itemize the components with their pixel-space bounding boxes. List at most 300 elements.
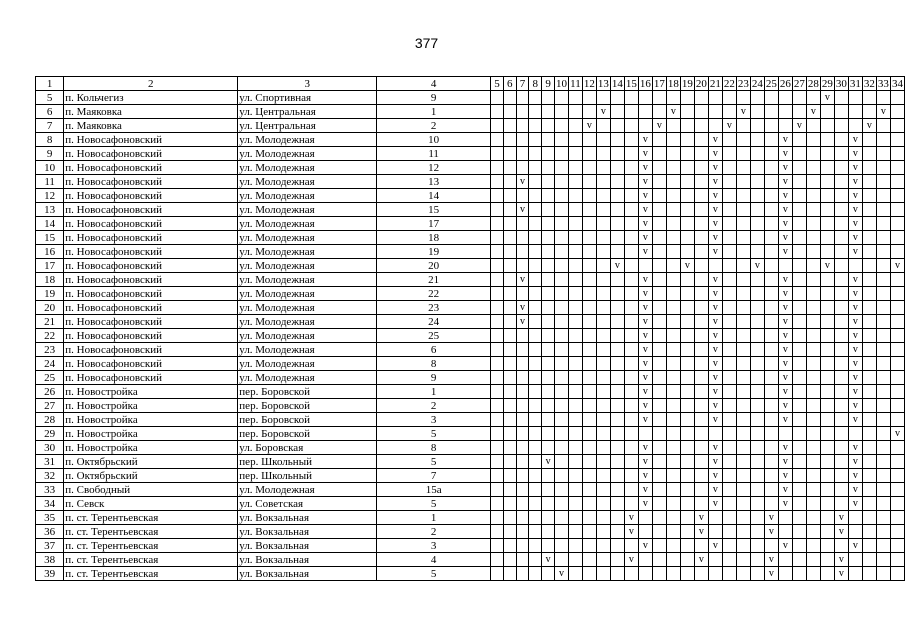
- mark-cell: v: [890, 427, 904, 441]
- empty-cell: [764, 203, 778, 217]
- table-row: [36, 301, 905, 315]
- empty-cell: [694, 567, 708, 581]
- table-row: [36, 399, 905, 413]
- empty-cell: [764, 273, 778, 287]
- empty-cell: [890, 357, 904, 371]
- empty-cell: [694, 259, 708, 273]
- empty-cell: [890, 119, 904, 133]
- street-cell: ул. Молодежная: [238, 259, 377, 273]
- empty-cell: [736, 175, 750, 189]
- table-row: [36, 525, 905, 539]
- empty-cell: [666, 273, 680, 287]
- street-cell: ул. Молодежная: [238, 147, 377, 161]
- schedule-table: [35, 76, 905, 581]
- empty-cell: [666, 91, 680, 105]
- empty-cell: [736, 273, 750, 287]
- mark-cell: v: [708, 371, 722, 385]
- settlement-cell: п. Маяковка: [64, 105, 238, 119]
- empty-cell: [652, 273, 666, 287]
- empty-cell: [503, 105, 516, 119]
- empty-cell: [876, 329, 890, 343]
- empty-cell: [876, 189, 890, 203]
- mark-cell: v: [750, 259, 764, 273]
- empty-cell: [624, 455, 638, 469]
- empty-cell: [722, 287, 736, 301]
- empty-cell: [596, 217, 610, 231]
- empty-cell: [542, 413, 555, 427]
- empty-cell: [610, 133, 624, 147]
- empty-cell: [764, 357, 778, 371]
- empty-cell: [862, 175, 876, 189]
- empty-cell: [750, 343, 764, 357]
- empty-cell: [596, 511, 610, 525]
- empty-cell: [806, 329, 820, 343]
- empty-cell: [568, 147, 582, 161]
- settlement-cell: п. Новосафоновский: [64, 217, 238, 231]
- empty-cell: [876, 147, 890, 161]
- empty-cell: [750, 91, 764, 105]
- empty-cell: [694, 539, 708, 553]
- street-cell: ул. Молодежная: [238, 273, 377, 287]
- empty-cell: [652, 161, 666, 175]
- table-row: [36, 161, 905, 175]
- empty-cell: [680, 469, 694, 483]
- mark-cell: v: [708, 539, 722, 553]
- settlement-cell: п. Новосафоновский: [64, 175, 238, 189]
- empty-cell: [542, 483, 555, 497]
- row-number-cell: 22: [36, 329, 64, 343]
- empty-cell: [764, 105, 778, 119]
- empty-cell: [582, 511, 596, 525]
- empty-cell: [722, 189, 736, 203]
- empty-cell: [820, 203, 834, 217]
- empty-cell: [764, 385, 778, 399]
- mark-cell: v: [638, 133, 652, 147]
- table-row: [36, 329, 905, 343]
- empty-cell: [542, 385, 555, 399]
- table-row: [36, 315, 905, 329]
- empty-cell: [694, 105, 708, 119]
- empty-cell: [596, 203, 610, 217]
- empty-cell: [666, 231, 680, 245]
- mark-cell: v: [610, 259, 624, 273]
- mark-cell: v: [848, 441, 862, 455]
- empty-cell: [652, 539, 666, 553]
- mark-cell: v: [582, 119, 596, 133]
- empty-cell: [582, 567, 596, 581]
- house-number-cell: 2: [377, 119, 491, 133]
- mark-cell: v: [708, 483, 722, 497]
- empty-cell: [792, 441, 806, 455]
- empty-cell: [764, 483, 778, 497]
- empty-cell: [568, 175, 582, 189]
- house-number-cell: 8: [377, 441, 491, 455]
- mark-cell: v: [848, 161, 862, 175]
- empty-cell: [596, 301, 610, 315]
- empty-cell: [722, 147, 736, 161]
- empty-cell: [568, 287, 582, 301]
- empty-cell: [862, 357, 876, 371]
- empty-cell: [516, 427, 529, 441]
- empty-cell: [680, 413, 694, 427]
- empty-cell: [652, 105, 666, 119]
- empty-cell: [708, 553, 722, 567]
- mark-cell: v: [516, 273, 529, 287]
- settlement-cell: п. Маяковка: [64, 119, 238, 133]
- mark-cell: v: [708, 189, 722, 203]
- empty-cell: [722, 413, 736, 427]
- empty-cell: [750, 385, 764, 399]
- empty-cell: [890, 539, 904, 553]
- empty-cell: [542, 539, 555, 553]
- empty-cell: [516, 525, 529, 539]
- empty-cell: [582, 231, 596, 245]
- mark-cell: v: [778, 133, 792, 147]
- empty-cell: [764, 371, 778, 385]
- empty-cell: [862, 483, 876, 497]
- empty-cell: [529, 441, 542, 455]
- empty-cell: [568, 189, 582, 203]
- empty-cell: [680, 567, 694, 581]
- empty-cell: [596, 413, 610, 427]
- empty-cell: [554, 455, 568, 469]
- empty-cell: [764, 539, 778, 553]
- mark-cell: v: [806, 105, 820, 119]
- street-cell: ул. Молодежная: [238, 231, 377, 245]
- mark-cell: v: [778, 469, 792, 483]
- house-number-cell: 15: [377, 203, 491, 217]
- empty-cell: [624, 175, 638, 189]
- empty-cell: [582, 427, 596, 441]
- street-cell: ул. Молодежная: [238, 315, 377, 329]
- empty-cell: [792, 497, 806, 511]
- empty-cell: [764, 245, 778, 259]
- empty-cell: [736, 91, 750, 105]
- house-number-cell: 25: [377, 329, 491, 343]
- empty-cell: [680, 371, 694, 385]
- empty-cell: [890, 455, 904, 469]
- empty-cell: [834, 357, 848, 371]
- empty-cell: [820, 413, 834, 427]
- empty-cell: [529, 133, 542, 147]
- mark-cell: v: [638, 441, 652, 455]
- empty-cell: [491, 483, 504, 497]
- empty-cell: [568, 539, 582, 553]
- empty-cell: [582, 553, 596, 567]
- header-cell: 10: [555, 77, 567, 90]
- empty-cell: [736, 119, 750, 133]
- mark-cell: v: [848, 147, 862, 161]
- empty-cell: [834, 259, 848, 273]
- table-row: [36, 189, 905, 203]
- empty-cell: [848, 553, 862, 567]
- empty-cell: [568, 497, 582, 511]
- street-cell: ул. Молодежная: [238, 161, 377, 175]
- empty-cell: [890, 329, 904, 343]
- empty-cell: [610, 497, 624, 511]
- empty-cell: [890, 147, 904, 161]
- mark-cell: v: [778, 483, 792, 497]
- empty-cell: [876, 539, 890, 553]
- empty-cell: [554, 399, 568, 413]
- empty-cell: [848, 511, 862, 525]
- row-number-cell: 19: [36, 287, 64, 301]
- empty-cell: [680, 399, 694, 413]
- empty-cell: [736, 315, 750, 329]
- empty-cell: [834, 497, 848, 511]
- empty-cell: [806, 497, 820, 511]
- empty-cell: [503, 553, 516, 567]
- empty-cell: [516, 357, 529, 371]
- empty-cell: [764, 91, 778, 105]
- empty-cell: [624, 203, 638, 217]
- empty-cell: [806, 231, 820, 245]
- empty-cell: [624, 231, 638, 245]
- mark-cell: v: [516, 315, 529, 329]
- empty-cell: [750, 497, 764, 511]
- table-row: [36, 203, 905, 217]
- empty-cell: [862, 203, 876, 217]
- empty-cell: [694, 287, 708, 301]
- mark-cell: v: [638, 483, 652, 497]
- street-cell: ул. Боровская: [238, 441, 377, 455]
- empty-cell: [848, 259, 862, 273]
- empty-cell: [516, 455, 529, 469]
- mark-cell: v: [542, 455, 555, 469]
- empty-cell: [764, 259, 778, 273]
- header-cell: 28: [807, 77, 819, 90]
- empty-cell: [876, 133, 890, 147]
- empty-cell: [582, 329, 596, 343]
- empty-cell: [806, 483, 820, 497]
- house-number-cell: 10: [377, 133, 491, 147]
- empty-cell: [542, 133, 555, 147]
- empty-cell: [750, 189, 764, 203]
- header-cell: 12: [583, 77, 595, 90]
- mark-cell: v: [638, 175, 652, 189]
- table-row: [36, 413, 905, 427]
- empty-cell: [848, 567, 862, 581]
- empty-cell: [750, 567, 764, 581]
- empty-cell: [862, 553, 876, 567]
- empty-cell: [680, 301, 694, 315]
- table-row: [36, 273, 905, 287]
- mark-cell: v: [778, 441, 792, 455]
- empty-cell: [862, 147, 876, 161]
- empty-cell: [764, 231, 778, 245]
- row-number-cell: 5: [36, 91, 64, 105]
- empty-cell: [610, 567, 624, 581]
- empty-cell: [652, 357, 666, 371]
- empty-cell: [666, 539, 680, 553]
- empty-cell: [680, 455, 694, 469]
- empty-cell: [652, 497, 666, 511]
- empty-cell: [820, 427, 834, 441]
- empty-cell: [792, 287, 806, 301]
- empty-cell: [750, 315, 764, 329]
- empty-cell: [491, 301, 504, 315]
- empty-cell: [610, 245, 624, 259]
- empty-cell: [666, 455, 680, 469]
- empty-cell: [516, 259, 529, 273]
- empty-cell: [722, 483, 736, 497]
- empty-cell: [722, 385, 736, 399]
- empty-cell: [582, 217, 596, 231]
- empty-cell: [722, 539, 736, 553]
- row-number-cell: 11: [36, 175, 64, 189]
- empty-cell: [680, 119, 694, 133]
- empty-cell: [516, 287, 529, 301]
- street-cell: ул. Молодежная: [238, 329, 377, 343]
- empty-cell: [503, 357, 516, 371]
- empty-cell: [680, 441, 694, 455]
- empty-cell: [764, 287, 778, 301]
- empty-cell: [876, 525, 890, 539]
- row-number-cell: 36: [36, 525, 64, 539]
- empty-cell: [694, 91, 708, 105]
- empty-cell: [554, 357, 568, 371]
- mark-cell: v: [694, 511, 708, 525]
- empty-cell: [610, 189, 624, 203]
- empty-cell: [792, 469, 806, 483]
- empty-cell: [503, 525, 516, 539]
- empty-cell: [820, 539, 834, 553]
- street-cell: ул. Вокзальная: [238, 525, 377, 539]
- header-cell: 11: [570, 77, 581, 90]
- empty-cell: [610, 315, 624, 329]
- empty-cell: [638, 525, 652, 539]
- mark-cell: v: [638, 189, 652, 203]
- empty-cell: [568, 357, 582, 371]
- empty-cell: [890, 469, 904, 483]
- empty-cell: [722, 203, 736, 217]
- empty-cell: [529, 147, 542, 161]
- empty-cell: [503, 567, 516, 581]
- empty-cell: [750, 175, 764, 189]
- empty-cell: [568, 217, 582, 231]
- empty-cell: [736, 231, 750, 245]
- empty-cell: [890, 385, 904, 399]
- house-number-cell: 8: [377, 357, 491, 371]
- empty-cell: [764, 217, 778, 231]
- empty-cell: [503, 161, 516, 175]
- empty-cell: [666, 189, 680, 203]
- empty-cell: [503, 385, 516, 399]
- empty-cell: [862, 315, 876, 329]
- empty-cell: [806, 287, 820, 301]
- mark-cell: v: [820, 91, 834, 105]
- empty-cell: [820, 245, 834, 259]
- header-cell: 31: [849, 77, 861, 90]
- empty-cell: [750, 105, 764, 119]
- empty-cell: [778, 119, 792, 133]
- empty-cell: [694, 357, 708, 371]
- empty-cell: [736, 511, 750, 525]
- mark-cell: v: [778, 273, 792, 287]
- empty-cell: [529, 455, 542, 469]
- empty-cell: [610, 371, 624, 385]
- empty-cell: [582, 203, 596, 217]
- empty-cell: [610, 455, 624, 469]
- empty-cell: [680, 161, 694, 175]
- mark-cell: v: [554, 567, 568, 581]
- empty-cell: [529, 217, 542, 231]
- empty-cell: [736, 455, 750, 469]
- row-number-cell: 38: [36, 553, 64, 567]
- empty-cell: [862, 301, 876, 315]
- mark-cell: v: [848, 203, 862, 217]
- empty-cell: [516, 133, 529, 147]
- empty-cell: [820, 497, 834, 511]
- settlement-cell: п. ст. Терентьевская: [64, 567, 238, 581]
- empty-cell: [890, 511, 904, 525]
- street-cell: ул. Молодежная: [238, 371, 377, 385]
- header-cell: 15: [625, 77, 637, 90]
- empty-cell: [491, 567, 504, 581]
- row-number-cell: 18: [36, 273, 64, 287]
- empty-cell: [666, 147, 680, 161]
- empty-cell: [848, 119, 862, 133]
- empty-cell: [778, 567, 792, 581]
- empty-cell: [792, 217, 806, 231]
- empty-cell: [554, 245, 568, 259]
- empty-cell: [491, 525, 504, 539]
- empty-cell: [820, 147, 834, 161]
- table-row: [36, 343, 905, 357]
- settlement-cell: п. Новосафоновский: [64, 133, 238, 147]
- mark-cell: v: [764, 525, 778, 539]
- settlement-cell: п. Новосафоновский: [64, 287, 238, 301]
- empty-cell: [876, 483, 890, 497]
- empty-cell: [694, 483, 708, 497]
- empty-cell: [722, 259, 736, 273]
- house-number-cell: 3: [377, 413, 491, 427]
- empty-cell: [666, 217, 680, 231]
- empty-cell: [722, 455, 736, 469]
- empty-cell: [624, 287, 638, 301]
- settlement-cell: п. Новосафоновский: [64, 147, 238, 161]
- empty-cell: [596, 497, 610, 511]
- empty-cell: [792, 301, 806, 315]
- empty-cell: [722, 497, 736, 511]
- empty-cell: [820, 189, 834, 203]
- mark-cell: v: [638, 539, 652, 553]
- empty-cell: [722, 357, 736, 371]
- empty-cell: [736, 483, 750, 497]
- empty-cell: [568, 133, 582, 147]
- empty-cell: [582, 343, 596, 357]
- empty-cell: [834, 343, 848, 357]
- header-cell: 26: [779, 77, 791, 90]
- house-number-cell: 15а: [377, 483, 491, 497]
- empty-cell: [582, 525, 596, 539]
- mark-cell: v: [708, 343, 722, 357]
- empty-cell: [778, 91, 792, 105]
- empty-cell: [666, 553, 680, 567]
- table-row: [36, 371, 905, 385]
- mark-cell: v: [764, 511, 778, 525]
- settlement-cell: п. Новосафоновский: [64, 231, 238, 245]
- empty-cell: [750, 427, 764, 441]
- empty-cell: [554, 217, 568, 231]
- empty-cell: [834, 427, 848, 441]
- empty-cell: [554, 273, 568, 287]
- empty-cell: [503, 217, 516, 231]
- house-number-cell: 19: [377, 245, 491, 259]
- empty-cell: [736, 497, 750, 511]
- empty-cell: [876, 385, 890, 399]
- empty-cell: [736, 301, 750, 315]
